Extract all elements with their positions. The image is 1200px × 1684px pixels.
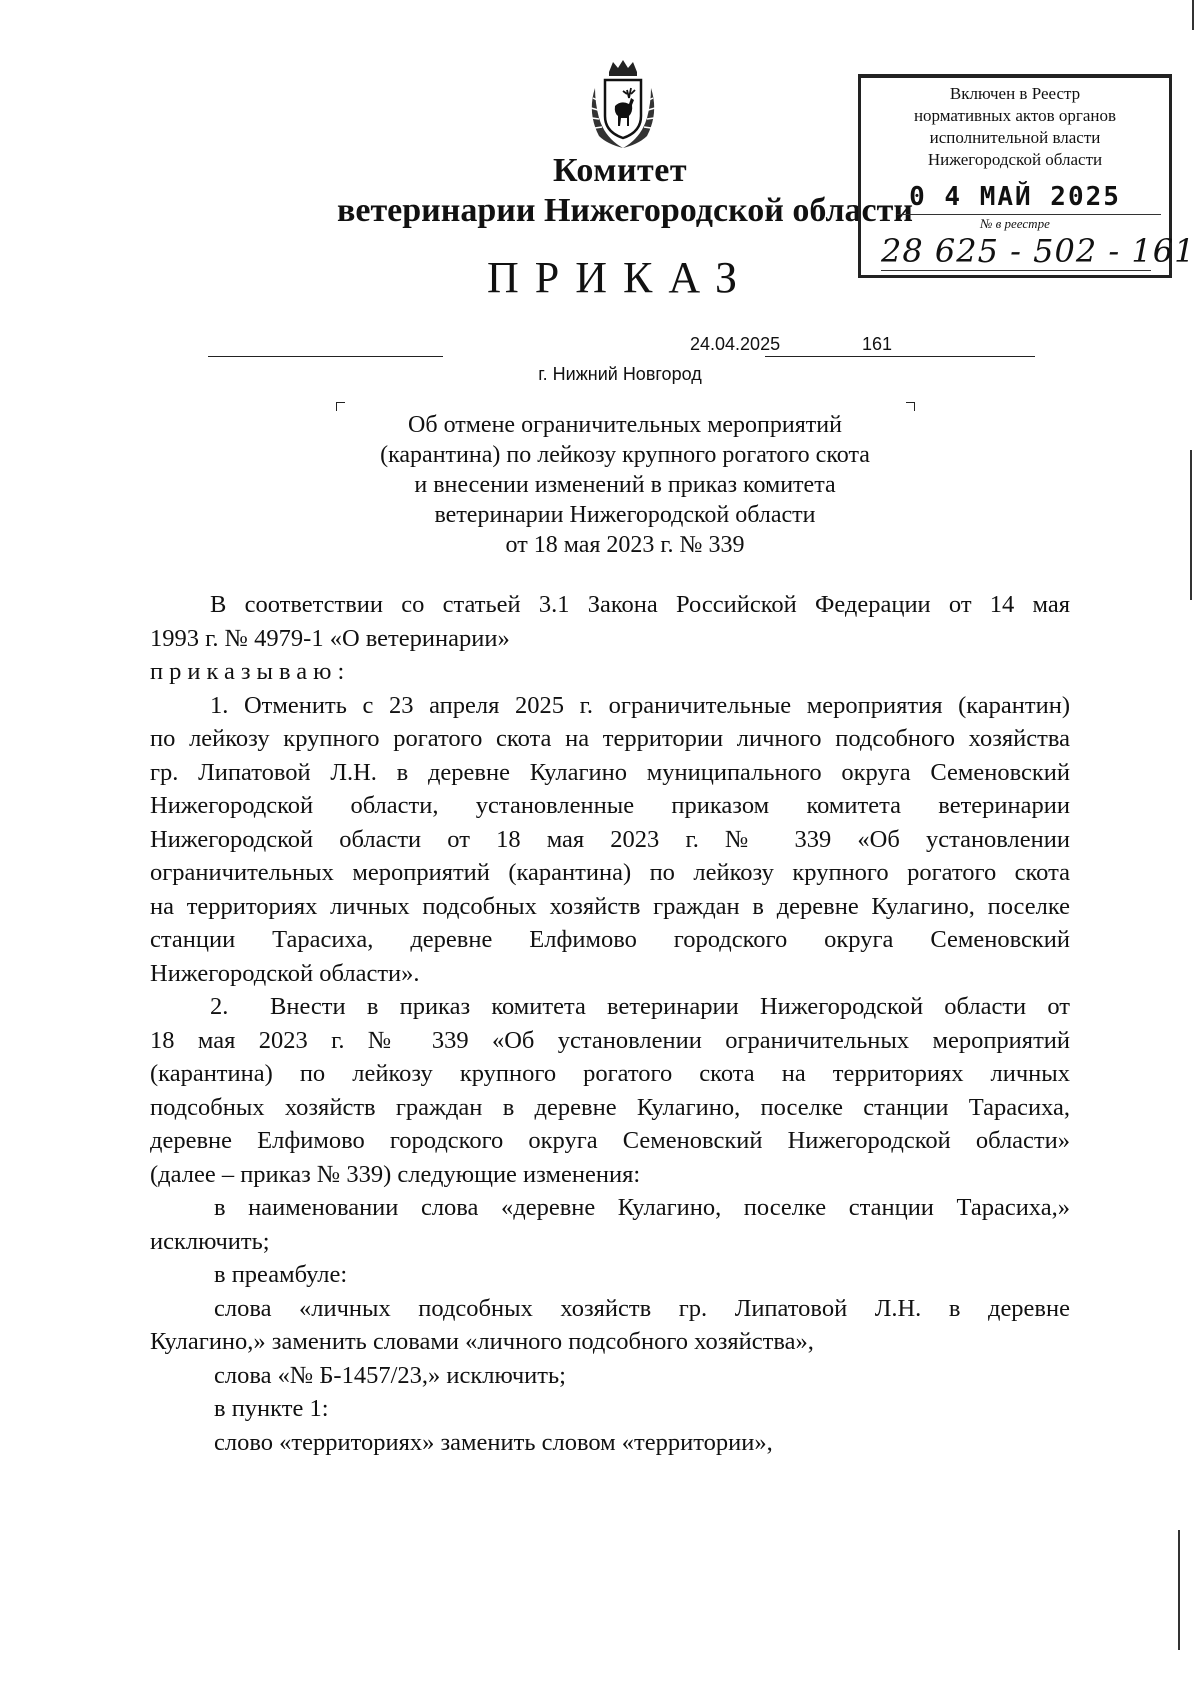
change-line: слово «территориях» заменить словом «территории», (214, 1428, 773, 1456)
stamp-line: Нижегородской области (927, 150, 1103, 169)
document-date: 24.04.2025 (690, 334, 781, 354)
item2-line: 18 мая 2023 г. № 339 «Об установлении ограничительных мероприятий (150, 1026, 1070, 1054)
scan-artifact (1192, 0, 1194, 30)
stamp-line: Включен в Реестр (949, 84, 1081, 103)
change-line: исключить; (150, 1227, 270, 1255)
item2-line: Внести в приказ комитета ветеринарии Нижегородской области от (270, 993, 1070, 1020)
stamp-registry-label: № в реестре (980, 216, 1050, 231)
title-line: Об отмене ограничительных мероприятий (408, 412, 842, 438)
date-line-left (208, 356, 443, 357)
coat-of-arms-emblem (585, 58, 661, 150)
item2-first-line (150, 990, 1070, 1024)
item2-number: 2. (210, 993, 229, 1020)
item2-line: подсобных хозяйств граждан в деревне Кулагино, поселке станции Тарасиха, (150, 1093, 1070, 1121)
change-line: в наименовании слова «деревне Кулагино, поселке станции Тарасиха,» (214, 1194, 1070, 1221)
stamp-registry-number: 28 625 - 502 - 161 (881, 232, 1196, 270)
preamble-line: 1993 г. № 4979-1 «О ветеринарии» (150, 624, 510, 652)
change-line: слова «личных подсобных хозяйств гр. Липатовой Л.Н. в деревне (214, 1294, 1070, 1322)
title-line: (карантина) по лейкозу крупного рогатого скота (380, 442, 870, 468)
stamp-date: 0 4 МАЙ 2025 (909, 182, 1121, 212)
title-line: от 18 мая 2023 г. № 339 (505, 532, 745, 558)
change-line: слова «№ Б-1457/23,» исключить; (214, 1361, 566, 1389)
item1-line: Нижегородской области, установленные приказом комитета ветеринарии (150, 792, 1070, 819)
item1-line: 1. Отменить с 23 апреля 2025 г. ограничительные мероприятия (карантин) (210, 691, 1070, 719)
item1-line: по лейкозу крупного рогатого скота на территории личного подсобного хозяйства (150, 725, 1070, 752)
item1-line: Нижегородской области от 18 мая 2023 г. № 339 «Об установлении (150, 825, 1070, 853)
stamp-divider (897, 214, 1161, 215)
change-line: в пункте 1: (214, 1395, 329, 1422)
document-title (300, 410, 950, 560)
document-body (150, 588, 1070, 1459)
item2-line: деревне Елфимово городского округа Семеновский Нижегородской области» (150, 1127, 1070, 1154)
item1-line: Нижегородской области». (150, 959, 420, 987)
change-line: в преамбуле: (214, 1261, 348, 1288)
document-number: 161 (862, 334, 893, 354)
item2-line: (далее – приказ № 339) следующие изменения: (150, 1160, 641, 1188)
item1-line: на территориях личных подсобных хозяйств граждан в деревне Кулагино, поселке (150, 892, 1070, 920)
change-line: Кулагино,» заменить словами «личного подсобного хозяйства», (150, 1328, 814, 1355)
document-city: г. Нижний Новгород (538, 364, 702, 384)
registry-stamp (858, 74, 1196, 278)
item2-line: (карантина) по лейкозу крупного рогатого скота на территориях личных (150, 1060, 1070, 1087)
stamp-line: нормативных актов органов (913, 106, 1117, 125)
organization-name-line2: ветеринарии Нижегородской области (337, 192, 913, 229)
order-word: приказываю: (150, 658, 351, 685)
stamp-underline (881, 270, 1151, 271)
title-line: и внесении изменений в приказ комитета (414, 472, 836, 498)
preamble-line: В соответствии со статьей 3.1 Закона Российской Федерации от 14 мая (210, 591, 1070, 618)
item1-line: станции Тарасиха, деревне Елфимово городского округа Семеновский (150, 926, 1070, 953)
title-line: ветеринарии Нижегородской области (434, 502, 816, 528)
organization-name-line1: Комитет (552, 152, 688, 189)
scan-artifact (1190, 450, 1192, 600)
stamp-line: исполнительной власти (929, 128, 1101, 147)
date-line-right (765, 356, 1035, 357)
scan-artifact (1178, 1530, 1180, 1650)
item1-line: гр. Липатовой Л.Н. в деревне Кулагино муниципального округа Семеновский (150, 758, 1070, 786)
item1-line: ограничительных мероприятий (карантина) по лейкозу крупного рогатого скота (150, 859, 1070, 886)
document-type-heading: ПРИКАЗ (486, 253, 754, 302)
